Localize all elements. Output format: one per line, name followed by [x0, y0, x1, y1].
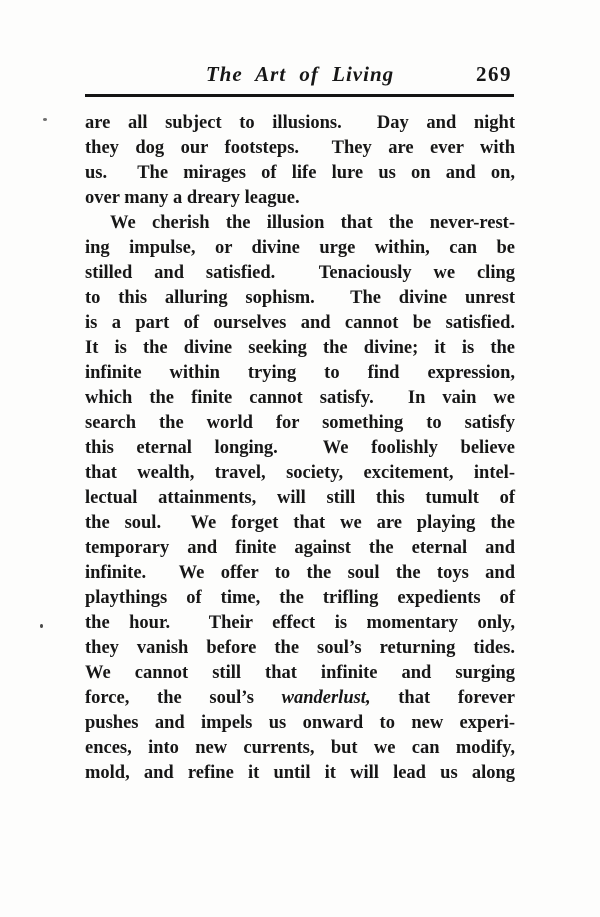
text-segment: us. The mirages of life lure us on and on,: [85, 163, 515, 183]
text-line: [85, 436, 515, 461]
text-line: [85, 161, 515, 186]
text-segment: We cherish the illusion that the never-rest-: [110, 213, 515, 233]
text-segment: that wealth, travel, society, excitement, intel-: [85, 463, 515, 483]
text-segment: pushes and impels us onward to new experi-: [85, 713, 515, 733]
text-segment: the hour. Their effect is momentary only,: [85, 613, 515, 633]
text-line: [85, 761, 515, 786]
text-line: [85, 736, 515, 761]
running-title: The Art of Living: [205, 62, 395, 86]
text-line: [85, 461, 515, 486]
text-line: [85, 711, 515, 736]
text-line: [85, 111, 515, 136]
text-line: [85, 211, 515, 236]
text-segment: stilled and satisfied. Tenaciously we cling: [85, 263, 515, 283]
text-line: [85, 511, 515, 536]
text-line: [85, 386, 515, 411]
text-line: [85, 361, 515, 386]
text-segment: ences, into new currents, but we can modify,: [85, 738, 515, 758]
text-segment: which the finite cannot satisfy. In vain we: [85, 388, 515, 408]
text-line: [85, 636, 515, 661]
text-line: [85, 561, 515, 586]
text-segment: are all subject to illusions. Day and night: [85, 113, 515, 133]
text-line: [85, 611, 515, 636]
text-segment: they dog our footsteps. They are ever with: [85, 138, 515, 158]
text-segment: It is the divine seeking the divine; it is the: [85, 338, 515, 358]
page-header: [85, 59, 515, 89]
text-line: [85, 686, 515, 711]
text-line: [85, 536, 515, 561]
text-segment: force, the soul’s: [85, 688, 282, 708]
header-rule: [85, 94, 514, 97]
text-segment: We cannot still that infinite and surging: [85, 663, 515, 683]
text-line: [85, 486, 515, 511]
text-segment: the soul. We forget that we are playing the: [85, 513, 515, 533]
text-segment: lectual attainments, will still this tumult of: [85, 488, 515, 508]
text-segment: ing impulse, or divine urge within, can be: [85, 238, 515, 258]
text-segment: infinite. We offer to the soul the toys and: [85, 563, 515, 583]
text-segment: to this alluring sophism. The divine unrest: [85, 288, 515, 308]
text-line: [85, 261, 515, 286]
body-text: [85, 111, 515, 786]
text-segment: playthings of time, the trifling expedients of: [85, 588, 515, 608]
text-line: [85, 236, 515, 261]
text-line: [85, 311, 515, 336]
text-segment: mold, and refine it until it will lead us along: [85, 763, 515, 783]
text-segment: is a part of ourselves and cannot be satisfied.: [85, 313, 515, 333]
text-line: [85, 286, 515, 311]
text-line: [85, 661, 515, 686]
text-line: [85, 336, 515, 361]
text-segment: temporary and finite against the eternal and: [85, 538, 515, 558]
text-segment: over many a dreary league.: [85, 188, 300, 208]
text-segment: this eternal longing. We foolishly believe: [85, 438, 515, 458]
text-segment: that forever: [370, 688, 515, 708]
text-segment: they vanish before the soul’s returning tides.: [85, 638, 515, 658]
text-line: [85, 586, 515, 611]
text-segment: search the world for something to satisfy: [85, 413, 515, 433]
scan-artifact-dot: [40, 624, 43, 628]
text-line: [85, 136, 515, 161]
text-line: [85, 186, 515, 211]
italic-word: wanderlust,: [281, 688, 371, 708]
text-line: [85, 411, 515, 436]
text-segment: infinite within trying to find expression,: [85, 363, 515, 383]
page-number: 269: [476, 62, 512, 86]
scan-artifact-dot: [43, 118, 47, 121]
